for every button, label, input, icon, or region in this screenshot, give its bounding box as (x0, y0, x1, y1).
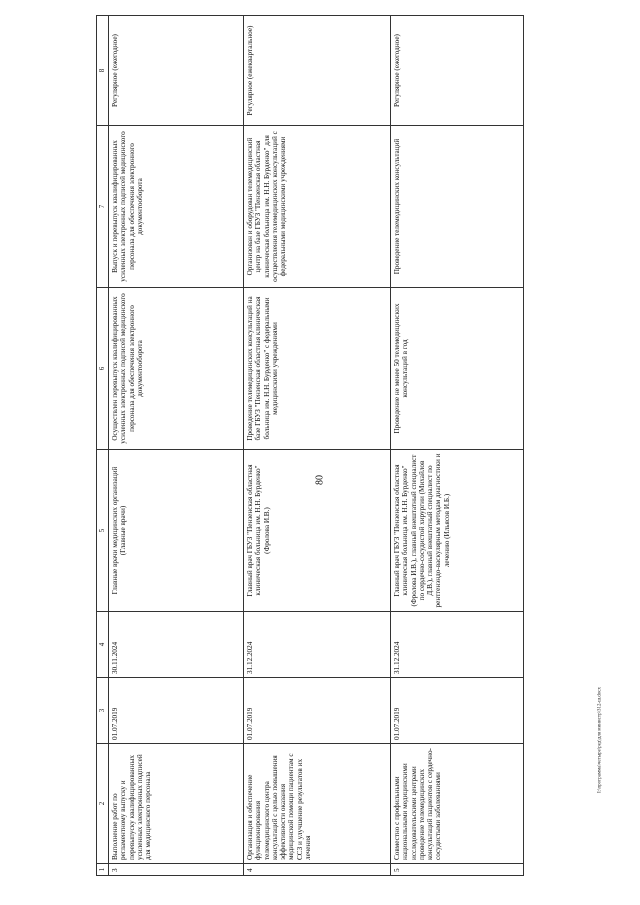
description-cell: Проведение телемедицинских консультаций на базе ГБУЗ "Пензенская областная клиническая больница им. Н.Н. Бурденко" с федеральными медицинскими учреждениями (244, 288, 391, 450)
event-cell: Организация и обеспечение функционирования телемедицинского центра консультаций с целью повышения эффективности оказания медицинской помощи пациентам с ССЗ и улучшение результатов их лечения (244, 744, 391, 864)
column-number: 7 (97, 126, 109, 288)
responsible-cell: Главный врач ГБУЗ "Пензенская областная клиническая больница им. Н.Н. Бурденко" (Фролова И.В.) (244, 450, 391, 612)
type-cell: Регулярное (ежегодное) (391, 16, 524, 126)
start-date-cell: 01.07.2019 (391, 678, 524, 744)
result-cell: Организован и оборудован телемедицинский центр на базе ГБУЗ "Пензенская областная клиническая больница им. Н.Н. Бурденко" для осуществления телемедицинских консультаций с федеральными медицинскими учреждениями (244, 126, 391, 288)
end-date-cell: 30.11.2024 (109, 612, 244, 678)
column-number: 3 (97, 678, 109, 744)
column-number: 5 (97, 450, 109, 612)
footer-file-path: I:\программа\четыре\ред\для министр\312-ш.docx (597, 687, 603, 793)
row-number: 4 (244, 864, 391, 876)
column-number: 4 (97, 612, 109, 678)
responsible-cell: Главный врач ГБУЗ "Пензенская областная клиническая больница им. Н.Н. Бурденко" (Фролова И.В.), главный внештатный специалист по сердечно-сосудистой хирургии (Михайлов Д.В.), главный внештатный специалист по рентгенэндо-васкулярным методам диагностики и лечению (Ильясов И.Б.) (391, 450, 524, 612)
end-date-cell: 31.12.2024 (391, 612, 524, 678)
start-date-cell: 01.07.2019 (244, 678, 391, 744)
page-number: 80 (314, 475, 326, 485)
type-cell: Регулярное (ежеквартальное) (244, 16, 391, 126)
end-date-cell: 31.12.2024 (244, 612, 391, 678)
column-number: 8 (97, 16, 109, 126)
table-row (244, 16, 391, 876)
row-number: 5 (391, 864, 524, 876)
type-cell: Регулярное (ежегодное) (109, 16, 244, 126)
column-number-row (97, 16, 109, 876)
event-cell: Совместно с профильными национальными медицинскими исследовательскими центрами проведение телемедицинских консультаций пациентов с сердечно-сосудистыми заболеваниями (391, 744, 524, 864)
result-cell: Проведение телемедицинских консультаций (391, 126, 524, 288)
column-number: 2 (97, 744, 109, 864)
description-cell: Осуществлен перевыпуск квалифицированных усиленных электронных подписей медицинского персонала для обеспечения электронного документооборота (109, 288, 244, 450)
column-number: 1 (97, 864, 109, 876)
table-row (391, 16, 524, 876)
landscape-page (96, 16, 508, 876)
description-cell: Проведение не менее 50 телемедицинских консультаций в год (391, 288, 524, 450)
start-date-cell: 01.07.2019 (109, 678, 244, 744)
row-number: 3 (109, 864, 244, 876)
event-cell: Выполнение работ по регламентному выпуску и перевыпуску квалифицированных усиленных электронных подписей для медицинского персонала (109, 744, 244, 864)
table-row (109, 16, 244, 876)
event-table (96, 15, 524, 876)
column-number: 6 (97, 288, 109, 450)
result-cell: Выпуск и перевыпуск квалифицированных усиленных электронных подписей медицинского персонала для обеспечения электронного документооборота (109, 126, 244, 288)
responsible-cell: Главные врачи медицинских организаций (Главные врачи) (109, 450, 244, 612)
